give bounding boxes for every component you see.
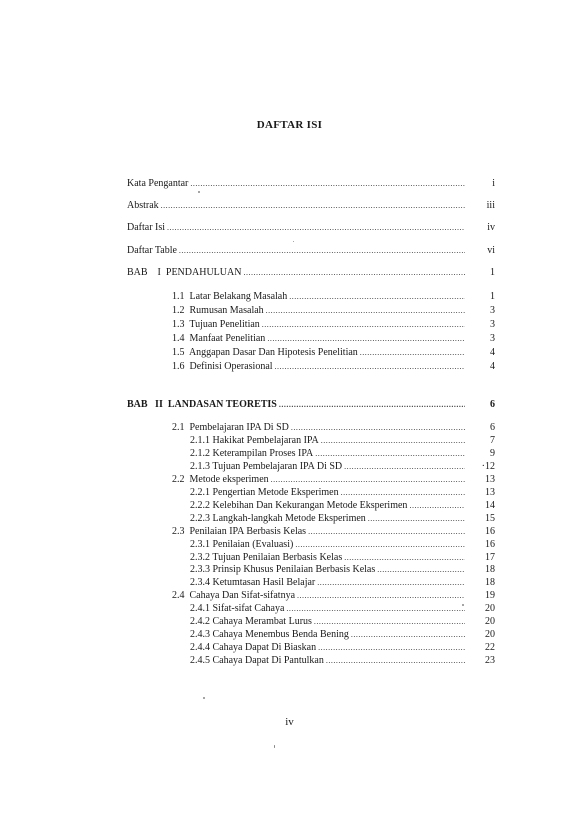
toc-label: 2.4.4 Cahaya Dapat Di Biaskan [190, 642, 317, 653]
toc-page-number: 13 [485, 487, 495, 498]
toc-label: 1.1 Latar Belakang Masalah [172, 291, 288, 302]
toc-entry [127, 245, 495, 257]
dot-leader [243, 267, 465, 279]
dot-leader [291, 422, 465, 434]
toc-page-number: 6 [490, 399, 495, 410]
dot-leader [344, 461, 465, 473]
toc-chapter [127, 399, 495, 411]
toc-page-number: iv [487, 222, 495, 233]
dot-leader [179, 245, 465, 257]
toc-subsection [190, 629, 495, 641]
toc-label: 1.4 Manfaat Penelitian [172, 333, 266, 344]
toc-page-number: 1 [490, 267, 495, 278]
toc-subsection [190, 603, 495, 615]
toc-label: 1.6 Definisi Operasional [172, 361, 273, 372]
toc-page-number: vi [487, 245, 495, 256]
toc-page-number: 3 [490, 305, 495, 316]
toc-label: 2.3.2 Tujuan Penilaian Berbasis Kelas [190, 552, 343, 563]
toc-label: 2.2.3 Langkah-langkah Metode Eksperimen [190, 513, 366, 524]
toc-subsection [190, 616, 495, 628]
toc-label: 2.1.2 Keterampilan Proses IPA [190, 448, 314, 459]
toc-page-number: 18 [485, 564, 495, 575]
toc-entry [172, 319, 495, 331]
toc-page-number: 6 [490, 422, 495, 433]
dot-leader [297, 590, 465, 602]
dot-leader [377, 564, 465, 576]
dot-leader [344, 552, 465, 564]
toc-label: 2.4.2 Cahaya Merambat Lurus [190, 616, 312, 627]
toc-label: 2.3.3 Prinsip Khusus Penilaian Berbasis Kelas [190, 564, 376, 575]
toc-label: 1.2 Rumusan Masalah [172, 305, 264, 316]
dot-leader [368, 513, 465, 525]
toc-page-number: 15 [485, 513, 495, 524]
toc-page-number: iii [486, 200, 495, 211]
toc-page-number: 20 [485, 616, 495, 627]
toc-label: 2.3 Penilaian IPA Berbasis Kelas [172, 526, 307, 537]
toc-page-number: 19 [485, 590, 495, 601]
dot-leader [262, 319, 465, 331]
toc-label: 2.2 Metode eksperimen [172, 474, 269, 485]
page-title: DAFTAR ISI [256, 119, 323, 131]
toc-subsection [190, 487, 495, 499]
toc-page-number: 23 [485, 655, 495, 666]
dot-leader [167, 222, 465, 234]
dot-leader [341, 487, 465, 499]
dot-leader [266, 305, 465, 317]
toc-entry [172, 333, 495, 345]
toc-entry [127, 178, 495, 190]
toc-label: BAB I PENDAHULUAN [127, 267, 242, 278]
toc-label: BAB II LANDASAN TEORETIS [127, 399, 277, 410]
toc-section [172, 474, 495, 486]
dot-leader [318, 642, 465, 654]
toc-page-number: 16 [485, 539, 495, 550]
toc-label: 2.1.3 Tujuan Pembelajaran IPA Di SD [190, 461, 343, 472]
toc-page-number: 18 [485, 577, 495, 588]
toc-entry [172, 347, 495, 359]
toc-page-number: ·12 [481, 461, 495, 472]
dot-leader [326, 655, 465, 667]
toc-page-number: 16 [485, 526, 495, 537]
dot-leader [190, 178, 465, 190]
toc-label: 2.3.4 Ketumtasan Hasil Belajar [190, 577, 316, 588]
toc-label: 2.4.1 Sifat-sifat Cahaya [190, 603, 285, 614]
scan-speck [293, 241, 294, 242]
toc-subsection [190, 435, 495, 447]
dot-leader [315, 448, 465, 460]
toc-section [172, 526, 495, 538]
toc-page-number: 13 [485, 474, 495, 485]
toc-label: 2.4.3 Cahaya Menembus Benda Bening [190, 629, 349, 640]
toc-subsection [190, 461, 495, 473]
toc-entry [127, 200, 495, 212]
toc-label: Abstrak [127, 200, 159, 211]
toc-label: 2.4 Cahaya Dan Sifat-sifatnya [172, 590, 296, 601]
dot-leader [308, 526, 465, 538]
toc-label: 2.2.1 Pengertian Metode Eksperimen [190, 487, 339, 498]
toc-page-number: 20 [485, 603, 495, 614]
toc-subsection [190, 642, 495, 654]
toc-label: 2.4.5 Cahaya Dapat Di Pantulkan [190, 655, 324, 666]
toc-subsection [190, 564, 495, 576]
toc-label: 2.1.1 Hakikat Pembelajaran IPA [190, 435, 319, 446]
scan-speck [198, 191, 200, 193]
toc-page-number: 3 [490, 333, 495, 344]
toc-subsection [190, 448, 495, 460]
toc-label: 1.5 Anggapan Dasar Dan Hipotesis Penelitian [172, 347, 358, 358]
dot-leader [360, 347, 465, 359]
dot-leader [321, 435, 465, 447]
toc-page-number: 3 [490, 319, 495, 330]
toc-entry [172, 305, 495, 317]
toc-label: Daftar Isi [127, 222, 166, 233]
page-number-footer: iv [285, 716, 294, 728]
toc-label: 2.2.2 Kelebihan Dan Kekurangan Metode Eksperimen [190, 500, 408, 511]
toc-chapter [127, 267, 495, 279]
toc-subsection [190, 513, 495, 525]
dot-leader [317, 577, 465, 589]
toc-page-number: 14 [485, 500, 495, 511]
toc-page-number: 17 [485, 552, 495, 563]
toc-entry [172, 291, 495, 303]
scan-speck [203, 697, 205, 699]
dot-leader [267, 333, 465, 345]
toc-label: Kata Pengantar [127, 178, 189, 189]
scan-speck [274, 745, 275, 748]
dot-leader [275, 361, 465, 373]
toc-label: 2.1 Pembelajaran IPA Di SD [172, 422, 289, 433]
toc-subsection [190, 577, 495, 589]
toc-page-number: 22 [485, 642, 495, 653]
scan-speck [462, 604, 464, 606]
dot-leader [271, 474, 465, 486]
dot-leader [161, 200, 465, 212]
toc-page-number: 20 [485, 629, 495, 640]
toc-subsection [190, 655, 495, 667]
toc-label: 2.3.1 Penilaian (Evaluasi) [190, 539, 294, 550]
dot-leader [279, 399, 465, 411]
dot-leader [286, 603, 465, 615]
toc-page-number: 4 [490, 361, 495, 372]
toc-label: 1.3 Tujuan Penelitian [172, 319, 260, 330]
toc-page-number: 7 [490, 435, 495, 446]
toc-page-number: i [492, 178, 495, 189]
toc-entry [172, 361, 495, 373]
toc-page-number: 4 [490, 347, 495, 358]
toc-section [172, 422, 495, 434]
dot-leader [289, 291, 465, 303]
toc-label: Daftar Table [127, 245, 177, 256]
toc-page-number: 9 [490, 448, 495, 459]
dot-leader [409, 500, 465, 512]
dot-leader [295, 539, 465, 551]
dot-leader [351, 629, 465, 641]
toc-page-number: 1 [490, 291, 495, 302]
toc-subsection [190, 552, 495, 564]
toc-section [172, 590, 495, 602]
dot-leader [314, 616, 465, 628]
toc-subsection [190, 539, 495, 551]
toc-entry [127, 222, 495, 234]
toc-subsection [190, 500, 495, 512]
